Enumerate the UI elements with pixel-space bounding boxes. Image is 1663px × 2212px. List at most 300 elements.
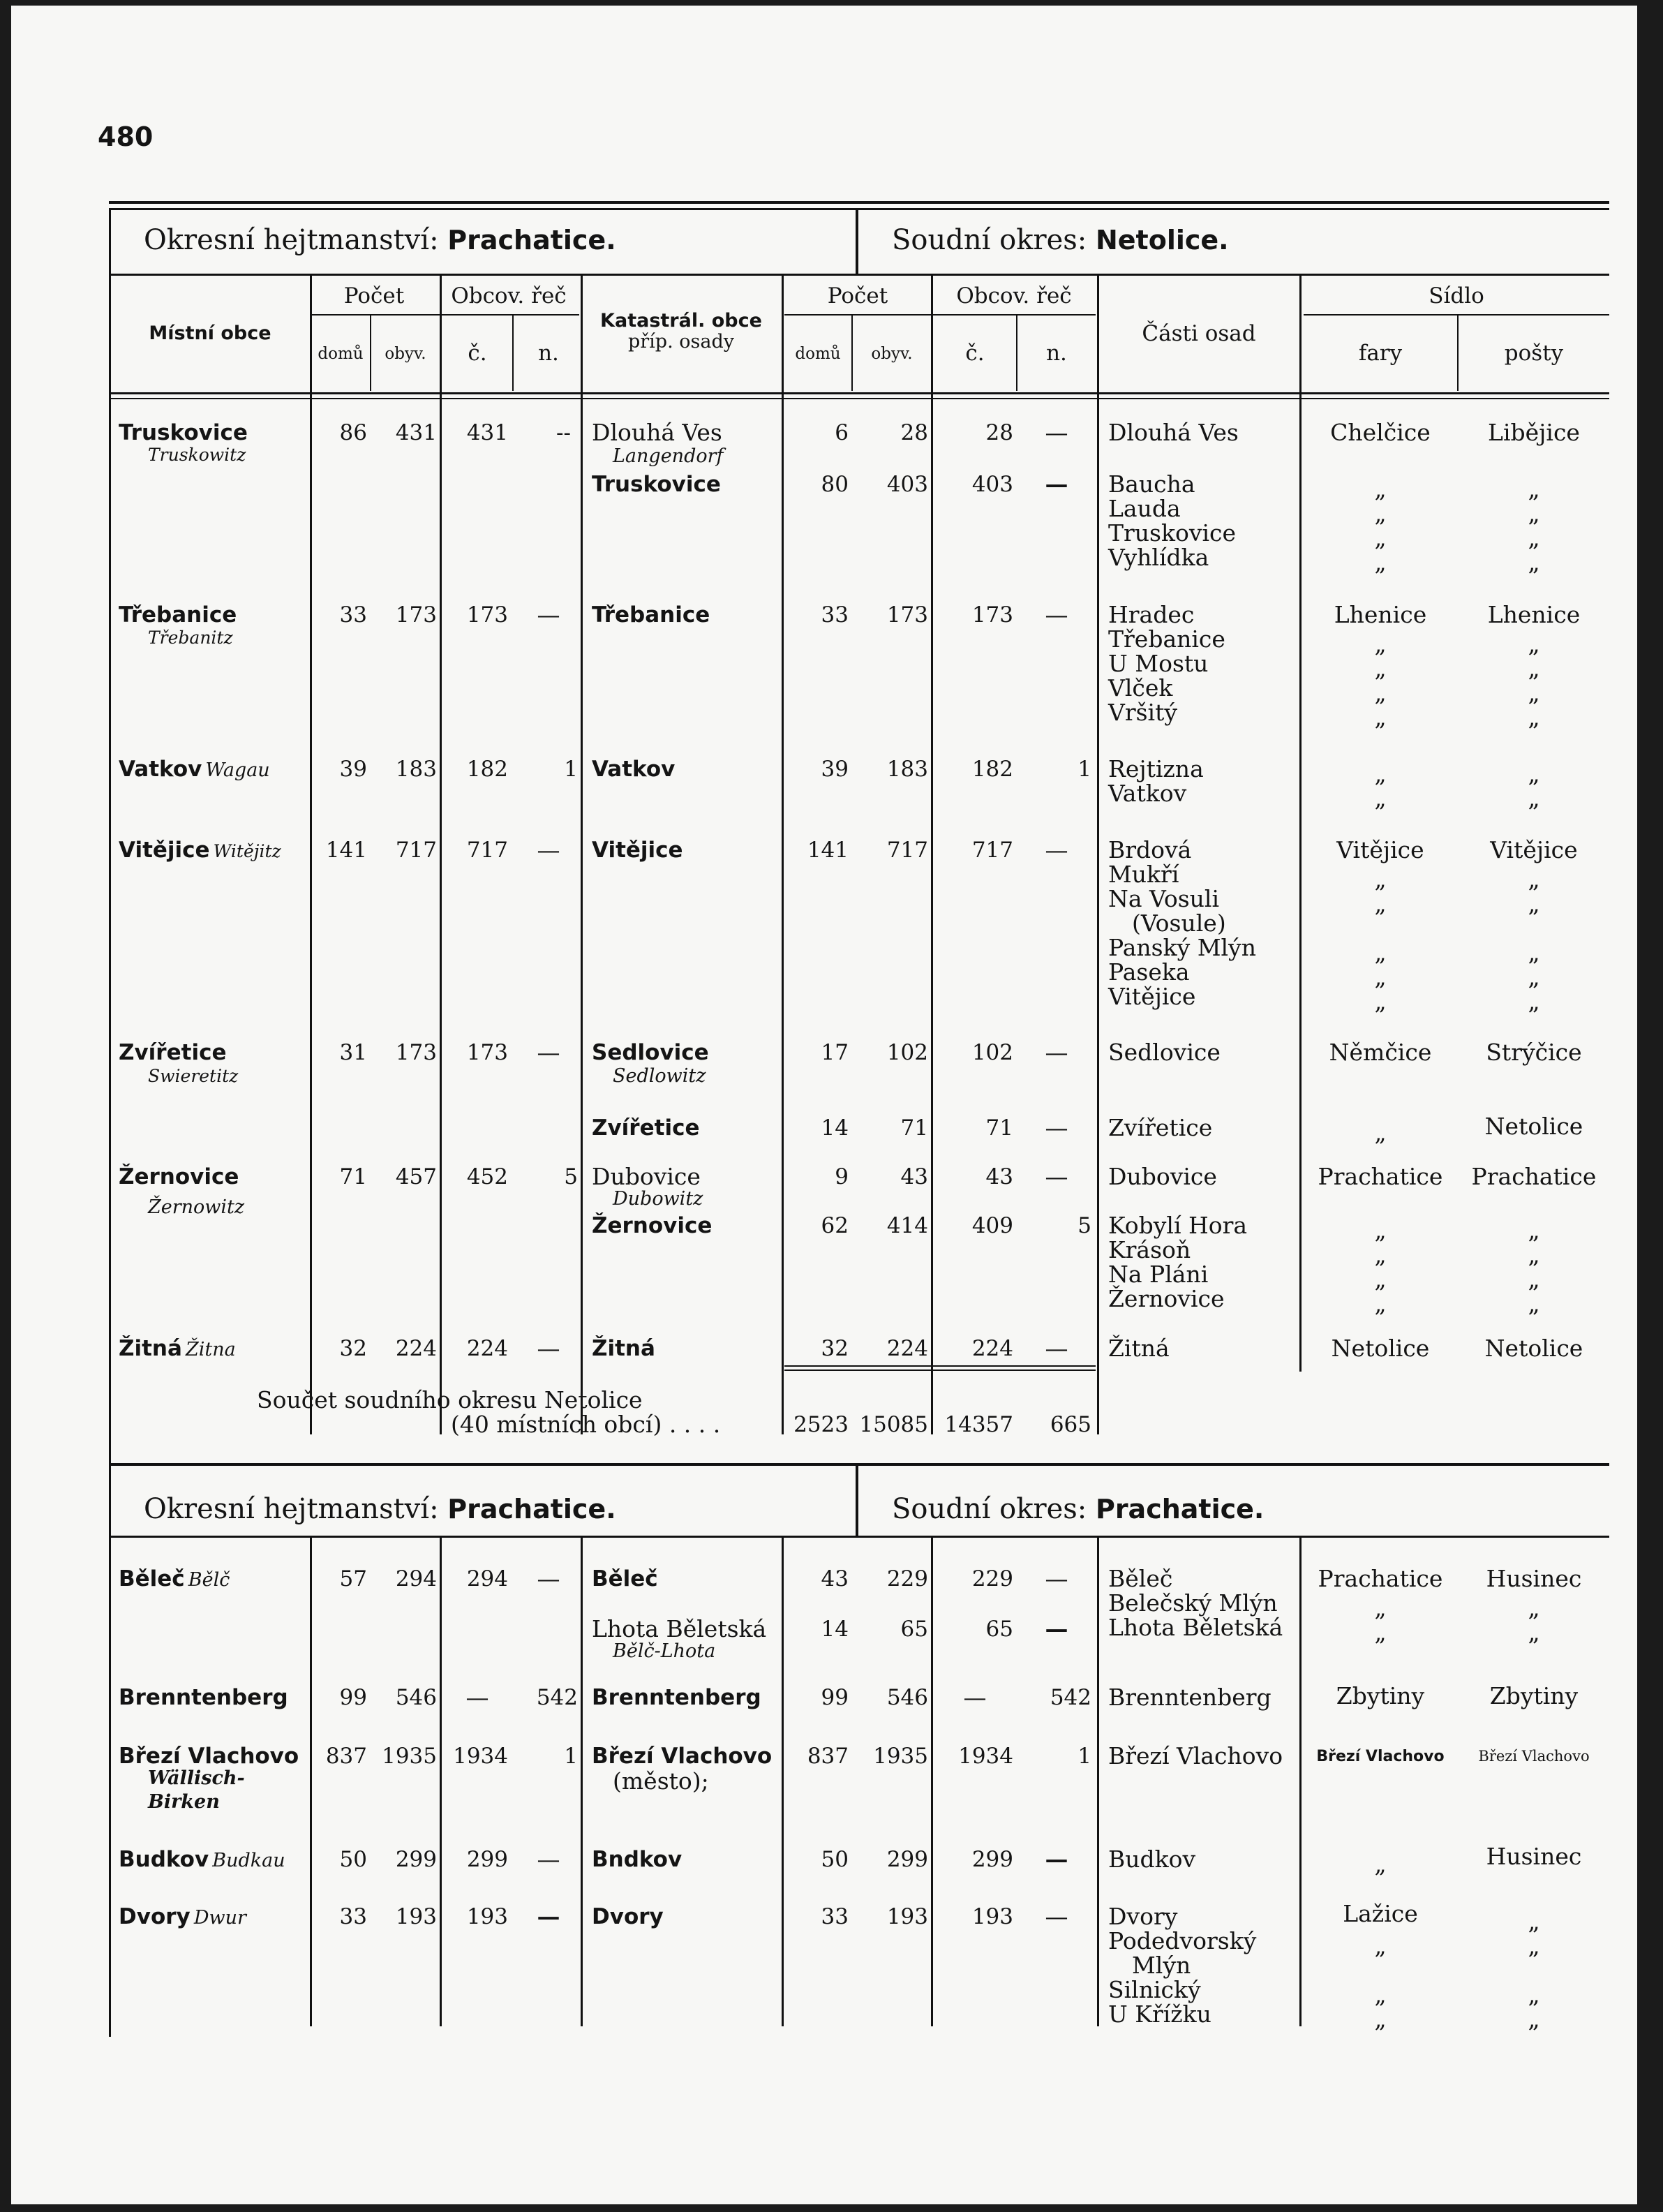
obec-name: Zvířetice <box>119 1040 227 1065</box>
posta: „ <box>1528 988 1540 1015</box>
cast-osady: Paseka <box>1108 958 1190 986</box>
domu: 837 <box>325 1744 367 1769</box>
k-c: 717 <box>971 838 1013 863</box>
k-domu: 62 <box>821 1213 849 1238</box>
cast-osady: (Vosule) <box>1132 910 1226 937</box>
section1-okres <box>144 223 616 257</box>
col-obyv2: obyv. <box>871 345 913 363</box>
k-obyv: 546 <box>886 1685 928 1710</box>
page-number: 480 <box>98 121 154 152</box>
katastral-de: Langendorf <box>613 445 724 467</box>
k-domu: 43 <box>821 1566 849 1591</box>
katastral: Sedlovice <box>592 1040 709 1065</box>
obec-name-de: Wällisch- <box>148 1767 245 1789</box>
obcov-n: — <box>537 601 560 628</box>
k-n: — <box>1045 1615 1068 1642</box>
fara: „ <box>1374 988 1387 1015</box>
fara: „ <box>1374 890 1387 917</box>
posta: Netolice <box>1484 1335 1583 1362</box>
obec-name: Žernovice <box>119 1164 239 1189</box>
fara: „ <box>1374 939 1387 966</box>
cast-osady: Vršitý <box>1108 699 1177 726</box>
k-c: 182 <box>971 757 1013 782</box>
katastral-de: Sedlowitz <box>613 1065 706 1087</box>
katastral-sub: (město); <box>613 1767 709 1795</box>
k-domu: 50 <box>821 1847 849 1872</box>
obyv: 546 <box>395 1685 437 1710</box>
cast-osady: Kobylí Hora <box>1108 1212 1248 1239</box>
section1-soud <box>892 223 1229 257</box>
k-c: 65 <box>985 1617 1013 1642</box>
k-obyv: 299 <box>886 1847 928 1872</box>
fara: „ <box>1374 1217 1387 1244</box>
posta: „ <box>1528 549 1540 576</box>
obyv: 173 <box>395 602 437 628</box>
domu: 39 <box>339 757 367 782</box>
cast-osady: Silnický <box>1108 1976 1201 2003</box>
k-c: 299 <box>971 1847 1013 1872</box>
k-c: 43 <box>985 1164 1013 1189</box>
cast-osady: Hradec <box>1108 601 1195 628</box>
k-c: 224 <box>971 1336 1013 1361</box>
fara: „ <box>1374 475 1387 503</box>
obcov-c: 193 <box>466 1904 508 1929</box>
fara: „ <box>1374 704 1387 731</box>
obec-name-de: Witějitz <box>213 841 281 861</box>
col-domu: domů <box>318 345 364 363</box>
obec-name: Budkov <box>119 1847 209 1872</box>
k-c: 71 <box>985 1115 1013 1141</box>
cast-osady: Brenntenberg <box>1108 1684 1272 1711</box>
soucet-line2: (40 místních obcí) . . . . <box>451 1411 721 1438</box>
posta: „ <box>1528 1594 1540 1621</box>
k-n: — <box>1045 601 1068 628</box>
fara: Vitějice <box>1336 836 1424 863</box>
posta: Březí Vlachovo <box>1478 1748 1590 1765</box>
fara: Lažice <box>1343 1900 1418 1927</box>
posta: Zbytiny <box>1489 1682 1579 1709</box>
k-n: — <box>1045 1565 1068 1592</box>
obcov-n: 542 <box>536 1685 578 1710</box>
domu: 33 <box>339 602 367 628</box>
k-obyv: 229 <box>886 1566 928 1591</box>
k-obyv: 403 <box>886 472 928 497</box>
fara: „ <box>1374 1265 1387 1293</box>
k-n: — <box>1045 836 1068 863</box>
k-obyv: 28 <box>900 420 928 445</box>
col-sidlo: Sídlo <box>1429 283 1484 309</box>
katastral-de: Bělč-Lhota <box>613 1640 716 1662</box>
fara: „ <box>1374 524 1387 551</box>
katastral: Vatkov <box>592 757 676 782</box>
obec-name: Brenntenberg <box>119 1685 288 1710</box>
katastral: Běleč <box>592 1566 658 1591</box>
posta: „ <box>1528 500 1540 527</box>
fara: „ <box>1374 1850 1387 1878</box>
obec-name-group <box>119 838 281 863</box>
obec-name-de: Dwur <box>193 1907 246 1929</box>
obyv: 431 <box>395 420 437 445</box>
k-c: 28 <box>985 420 1013 445</box>
k-c: 229 <box>971 1566 1013 1591</box>
col-n2: n. <box>1046 341 1067 366</box>
k-domu: 14 <box>821 1617 849 1642</box>
obec-name: Dvory <box>119 1904 191 1929</box>
soud-label: Soudní okres: <box>892 224 1087 256</box>
col-casti-osad: Části osad <box>1142 321 1256 346</box>
obcov-c: 182 <box>466 757 508 782</box>
cast-osady: Rejtizna <box>1108 755 1204 782</box>
obyv: 193 <box>395 1904 437 1929</box>
section2-soud <box>892 1492 1264 1526</box>
k-c: — <box>963 1684 987 1711</box>
posta: „ <box>1528 1932 1540 1959</box>
col-obcov-rec: Obcov. řeč <box>451 283 567 309</box>
posta: „ <box>1528 1908 1540 1935</box>
posta: „ <box>1528 679 1540 706</box>
col-c2: č. <box>965 341 985 366</box>
domu: 99 <box>339 1685 367 1710</box>
k-domu: 80 <box>821 472 849 497</box>
soucet-obyv: 15085 <box>859 1412 928 1437</box>
k-obyv: 65 <box>900 1617 928 1642</box>
obyv: 299 <box>395 1847 437 1872</box>
fara: „ <box>1374 866 1387 893</box>
col-obyv: obyv. <box>385 345 426 363</box>
fara: Chelčice <box>1330 419 1431 446</box>
obec-name-de: Wagau <box>205 759 270 781</box>
posta: „ <box>1528 939 1540 966</box>
col-n: n. <box>538 341 559 366</box>
posta: „ <box>1528 630 1540 658</box>
posta: Husinec <box>1486 1843 1582 1870</box>
cast-osady: Mlýn <box>1132 1952 1191 1979</box>
k-n: 5 <box>1077 1213 1091 1238</box>
obcov-c: 224 <box>466 1336 508 1361</box>
katastral-de: Dubowitz <box>613 1188 703 1210</box>
cast-osady: Krásoň <box>1108 1236 1191 1263</box>
col-pocet2: Počet <box>827 283 888 309</box>
obcov-n: 1 <box>564 757 578 782</box>
fara: Zbytiny <box>1336 1682 1425 1709</box>
fara: „ <box>1374 2005 1387 2033</box>
k-obyv: 414 <box>886 1213 928 1238</box>
fara: „ <box>1374 500 1387 527</box>
cast-osady: Sedlovice <box>1108 1039 1221 1066</box>
domu: 86 <box>339 420 367 445</box>
posta: „ <box>1528 1619 1540 1646</box>
obcov-n: 5 <box>564 1164 578 1189</box>
posta: Prachatice <box>1471 1163 1597 1190</box>
fara: „ <box>1374 630 1387 658</box>
fara: Netolice <box>1331 1335 1430 1362</box>
obec-name-de: Bělč <box>188 1569 230 1591</box>
col-fary: fary <box>1358 341 1403 366</box>
k-obyv: 173 <box>886 602 928 628</box>
k-obyv: 1935 <box>873 1744 928 1769</box>
posta: „ <box>1528 866 1540 893</box>
fara: „ <box>1374 785 1387 812</box>
okres-name: Prachatice. <box>447 225 616 255</box>
obyv: 1935 <box>382 1744 437 1769</box>
k-domu: 141 <box>807 838 849 863</box>
katastral: Třebanice <box>592 602 710 628</box>
soud-name: Prachatice. <box>1095 1494 1265 1524</box>
k-obyv: 717 <box>886 838 928 863</box>
posta: „ <box>1528 1241 1540 1268</box>
obyv: 457 <box>395 1164 437 1189</box>
obyv: 717 <box>395 838 437 863</box>
obec-name: Truskovice <box>119 420 248 445</box>
katastral: Žernovice <box>592 1213 713 1238</box>
domu: 50 <box>339 1847 367 1872</box>
posta: Husinec <box>1486 1565 1582 1592</box>
posta: Lhenice <box>1487 601 1581 628</box>
k-n: — <box>1045 419 1068 446</box>
col-domu2: domů <box>795 345 841 363</box>
k-domu: 6 <box>835 420 849 445</box>
col-pocet: Počet <box>343 283 405 309</box>
k-n: 1 <box>1077 1744 1091 1769</box>
k-obyv: 183 <box>886 757 928 782</box>
obec-name: Třebanice <box>119 602 237 628</box>
k-domu: 837 <box>807 1744 849 1769</box>
k-c: 193 <box>971 1904 1013 1929</box>
katastral: Žitná <box>592 1336 655 1361</box>
k-n: 1 <box>1077 757 1091 782</box>
k-obyv: 71 <box>900 1115 928 1141</box>
posta: „ <box>1528 524 1540 551</box>
domu: 33 <box>339 1904 367 1929</box>
obec-name-group <box>119 757 270 782</box>
cast-osady: Na Pláni <box>1108 1261 1209 1288</box>
domu: 57 <box>339 1566 367 1591</box>
katastral: Dlouhá Ves <box>592 419 722 446</box>
k-c: 403 <box>971 472 1013 497</box>
k-n: — <box>1045 1846 1068 1873</box>
obec-name-group <box>119 1336 236 1361</box>
soucet-line1: Součet soudního okresu Netolice <box>257 1386 643 1413</box>
page <box>11 6 1637 2204</box>
obec-name: Žitná <box>119 1336 182 1361</box>
fara: „ <box>1374 1119 1387 1146</box>
cast-osady: Lhota Běletská <box>1108 1614 1283 1641</box>
fara: Němčice <box>1329 1039 1432 1066</box>
col-obcov-rec2: Obcov. řeč <box>956 283 1072 309</box>
col-katastral-1: Katastrál. obce <box>600 310 762 332</box>
katastral: Březí Vlachovo <box>592 1744 773 1769</box>
posta: Vitějice <box>1490 836 1578 863</box>
cast-osady: U Mostu <box>1108 650 1209 677</box>
fara: „ <box>1374 1981 1387 2008</box>
posta: „ <box>1528 704 1540 731</box>
col-posty: pošty <box>1504 341 1564 366</box>
posta: Netolice <box>1484 1113 1583 1140</box>
cast-osady: Dlouhá Ves <box>1108 419 1239 446</box>
obcov-c: 717 <box>466 838 508 863</box>
okres-label: Okresní hejtmanství: <box>144 1493 439 1525</box>
domu: 32 <box>339 1336 367 1361</box>
k-domu: 33 <box>821 602 849 628</box>
fara: „ <box>1374 1241 1387 1268</box>
obec-name-de: Budkau <box>212 1850 285 1871</box>
fara: Březí Vlachovo <box>1316 1748 1445 1765</box>
fara: „ <box>1374 1594 1387 1621</box>
k-domu: 33 <box>821 1904 849 1929</box>
cast-osady: U Křížku <box>1108 2001 1211 2028</box>
fara: Prachatice <box>1318 1565 1443 1592</box>
k-n: — <box>1045 1039 1068 1066</box>
fara: „ <box>1374 679 1387 706</box>
k-n: — <box>1045 470 1068 498</box>
cast-osady: Budkov <box>1108 1846 1196 1873</box>
k-obyv: 224 <box>886 1336 928 1361</box>
k-c: 1934 <box>958 1744 1013 1769</box>
cast-osady: Podedvorský <box>1108 1927 1257 1954</box>
obec-name-group <box>119 1566 230 1591</box>
okres-label: Okresní hejtmanství: <box>144 224 439 256</box>
posta: „ <box>1528 655 1540 682</box>
katastral: Bndkov <box>592 1847 683 1872</box>
posta: Strýčice <box>1486 1039 1582 1066</box>
col-mistni-obce: Místní obce <box>149 322 271 344</box>
k-c: 173 <box>971 602 1013 628</box>
obcov-n: — <box>537 1903 560 1930</box>
obec-name: Vitějice <box>119 838 210 863</box>
cast-osady: Baucha <box>1108 470 1195 498</box>
k-n: — <box>1045 1335 1068 1362</box>
obcov-n: — <box>537 836 560 863</box>
k-domu: 9 <box>835 1164 849 1189</box>
soud-label: Soudní okres: <box>892 1493 1087 1525</box>
obcov-n: — <box>537 1565 560 1592</box>
k-domu: 14 <box>821 1115 849 1141</box>
obec-name: Běleč <box>119 1566 185 1591</box>
k-c: 102 <box>971 1040 1013 1065</box>
obec-name-group <box>119 1904 246 1929</box>
k-n: — <box>1045 1114 1068 1141</box>
soucet-domu: 2523 <box>793 1412 849 1437</box>
cast-osady: Zvířetice <box>1108 1114 1213 1141</box>
cast-osady: Vatkov <box>1108 780 1187 807</box>
domu: 31 <box>339 1040 367 1065</box>
posta: „ <box>1528 785 1540 812</box>
cast-osady: Třebanice <box>1108 625 1225 653</box>
soucet-c: 14357 <box>944 1412 1013 1437</box>
obec-name-de: Třebanitz <box>148 628 233 648</box>
katastral: Dubovice <box>592 1163 701 1190</box>
k-domu: 32 <box>821 1336 849 1361</box>
katastral: Truskovice <box>592 472 721 497</box>
col-c: č. <box>468 341 487 366</box>
cast-osady: Dubovice <box>1108 1163 1217 1190</box>
posta: „ <box>1528 1981 1540 2008</box>
obcov-c: 173 <box>466 1040 508 1065</box>
obec-name-de: Žitna <box>186 1339 236 1360</box>
cast-osady: Brdová <box>1108 836 1192 863</box>
cast-osady: Běleč <box>1108 1565 1173 1592</box>
fara: „ <box>1374 655 1387 682</box>
cast-osady: Na Vosuli <box>1108 885 1220 912</box>
cast-osady: Březí Vlachovo <box>1108 1742 1283 1769</box>
fara: „ <box>1374 963 1387 990</box>
cast-osady: Lauda <box>1108 495 1181 522</box>
obec-name-de: Truskowitz <box>148 445 246 465</box>
k-obyv: 102 <box>886 1040 928 1065</box>
katastral: Brenntenberg <box>592 1685 761 1710</box>
k-n: 542 <box>1050 1685 1091 1710</box>
soucet-n: 665 <box>1050 1412 1091 1437</box>
obec-name-de: Swieretitz <box>148 1066 239 1086</box>
cast-osady: Vitějice <box>1108 983 1196 1010</box>
obcov-c: 1934 <box>453 1744 508 1769</box>
k-domu: 99 <box>821 1685 849 1710</box>
posta: „ <box>1528 1265 1540 1293</box>
obec-name: Vatkov <box>119 757 202 782</box>
obyv: 183 <box>395 757 437 782</box>
cast-osady: Vlček <box>1108 674 1173 702</box>
katastral: Vitějice <box>592 838 683 863</box>
posta: „ <box>1528 1217 1540 1244</box>
domu: 71 <box>339 1164 367 1189</box>
posta: „ <box>1528 890 1540 917</box>
katastral: Lhota Běletská <box>592 1615 767 1642</box>
obcov-c: 294 <box>466 1566 508 1591</box>
k-obyv: 193 <box>886 1904 928 1929</box>
fara: Lhenice <box>1334 601 1427 628</box>
obec-name-de: Žernowitz <box>148 1196 245 1218</box>
obcov-c: 173 <box>466 602 508 628</box>
cast-osady: Dvory <box>1108 1903 1178 1930</box>
obyv: 173 <box>395 1040 437 1065</box>
soud-name: Netolice. <box>1095 225 1229 255</box>
okres-name: Prachatice. <box>447 1494 616 1524</box>
obcov-n: -- <box>556 420 571 445</box>
posta: „ <box>1528 475 1540 503</box>
obcov-n: — <box>537 1039 560 1066</box>
fara: „ <box>1374 1932 1387 1959</box>
posta: „ <box>1528 2005 1540 2033</box>
katastral: Zvířetice <box>592 1115 700 1141</box>
obcov-c: 299 <box>466 1847 508 1872</box>
cast-osady: Mukří <box>1108 861 1179 888</box>
posta: „ <box>1528 760 1540 787</box>
obcov-c: — <box>465 1684 489 1711</box>
cast-osady: Truskovice <box>1108 519 1237 547</box>
fara: „ <box>1374 1619 1387 1646</box>
posta: Libějice <box>1488 419 1580 446</box>
k-c: 409 <box>971 1213 1013 1238</box>
obcov-n: — <box>537 1335 560 1362</box>
cast-osady: Žernovice <box>1108 1285 1225 1312</box>
k-obyv: 43 <box>900 1164 928 1189</box>
obyv: 224 <box>395 1336 437 1361</box>
fara: „ <box>1374 760 1387 787</box>
domu: 141 <box>325 838 367 863</box>
fara: Prachatice <box>1318 1163 1443 1190</box>
obcov-n: 1 <box>564 1744 578 1769</box>
col-katastral-2: příp. osady <box>627 331 735 352</box>
fara: „ <box>1374 1290 1387 1317</box>
fara: „ <box>1374 549 1387 576</box>
k-n: — <box>1045 1903 1068 1930</box>
posta: „ <box>1528 963 1540 990</box>
section2-okres <box>144 1492 616 1526</box>
cast-osady: Vyhlídka <box>1108 544 1209 571</box>
k-n: — <box>1045 1163 1068 1190</box>
cast-osady: Žitná <box>1108 1335 1170 1362</box>
obec-name-de: Birken <box>148 1791 220 1813</box>
